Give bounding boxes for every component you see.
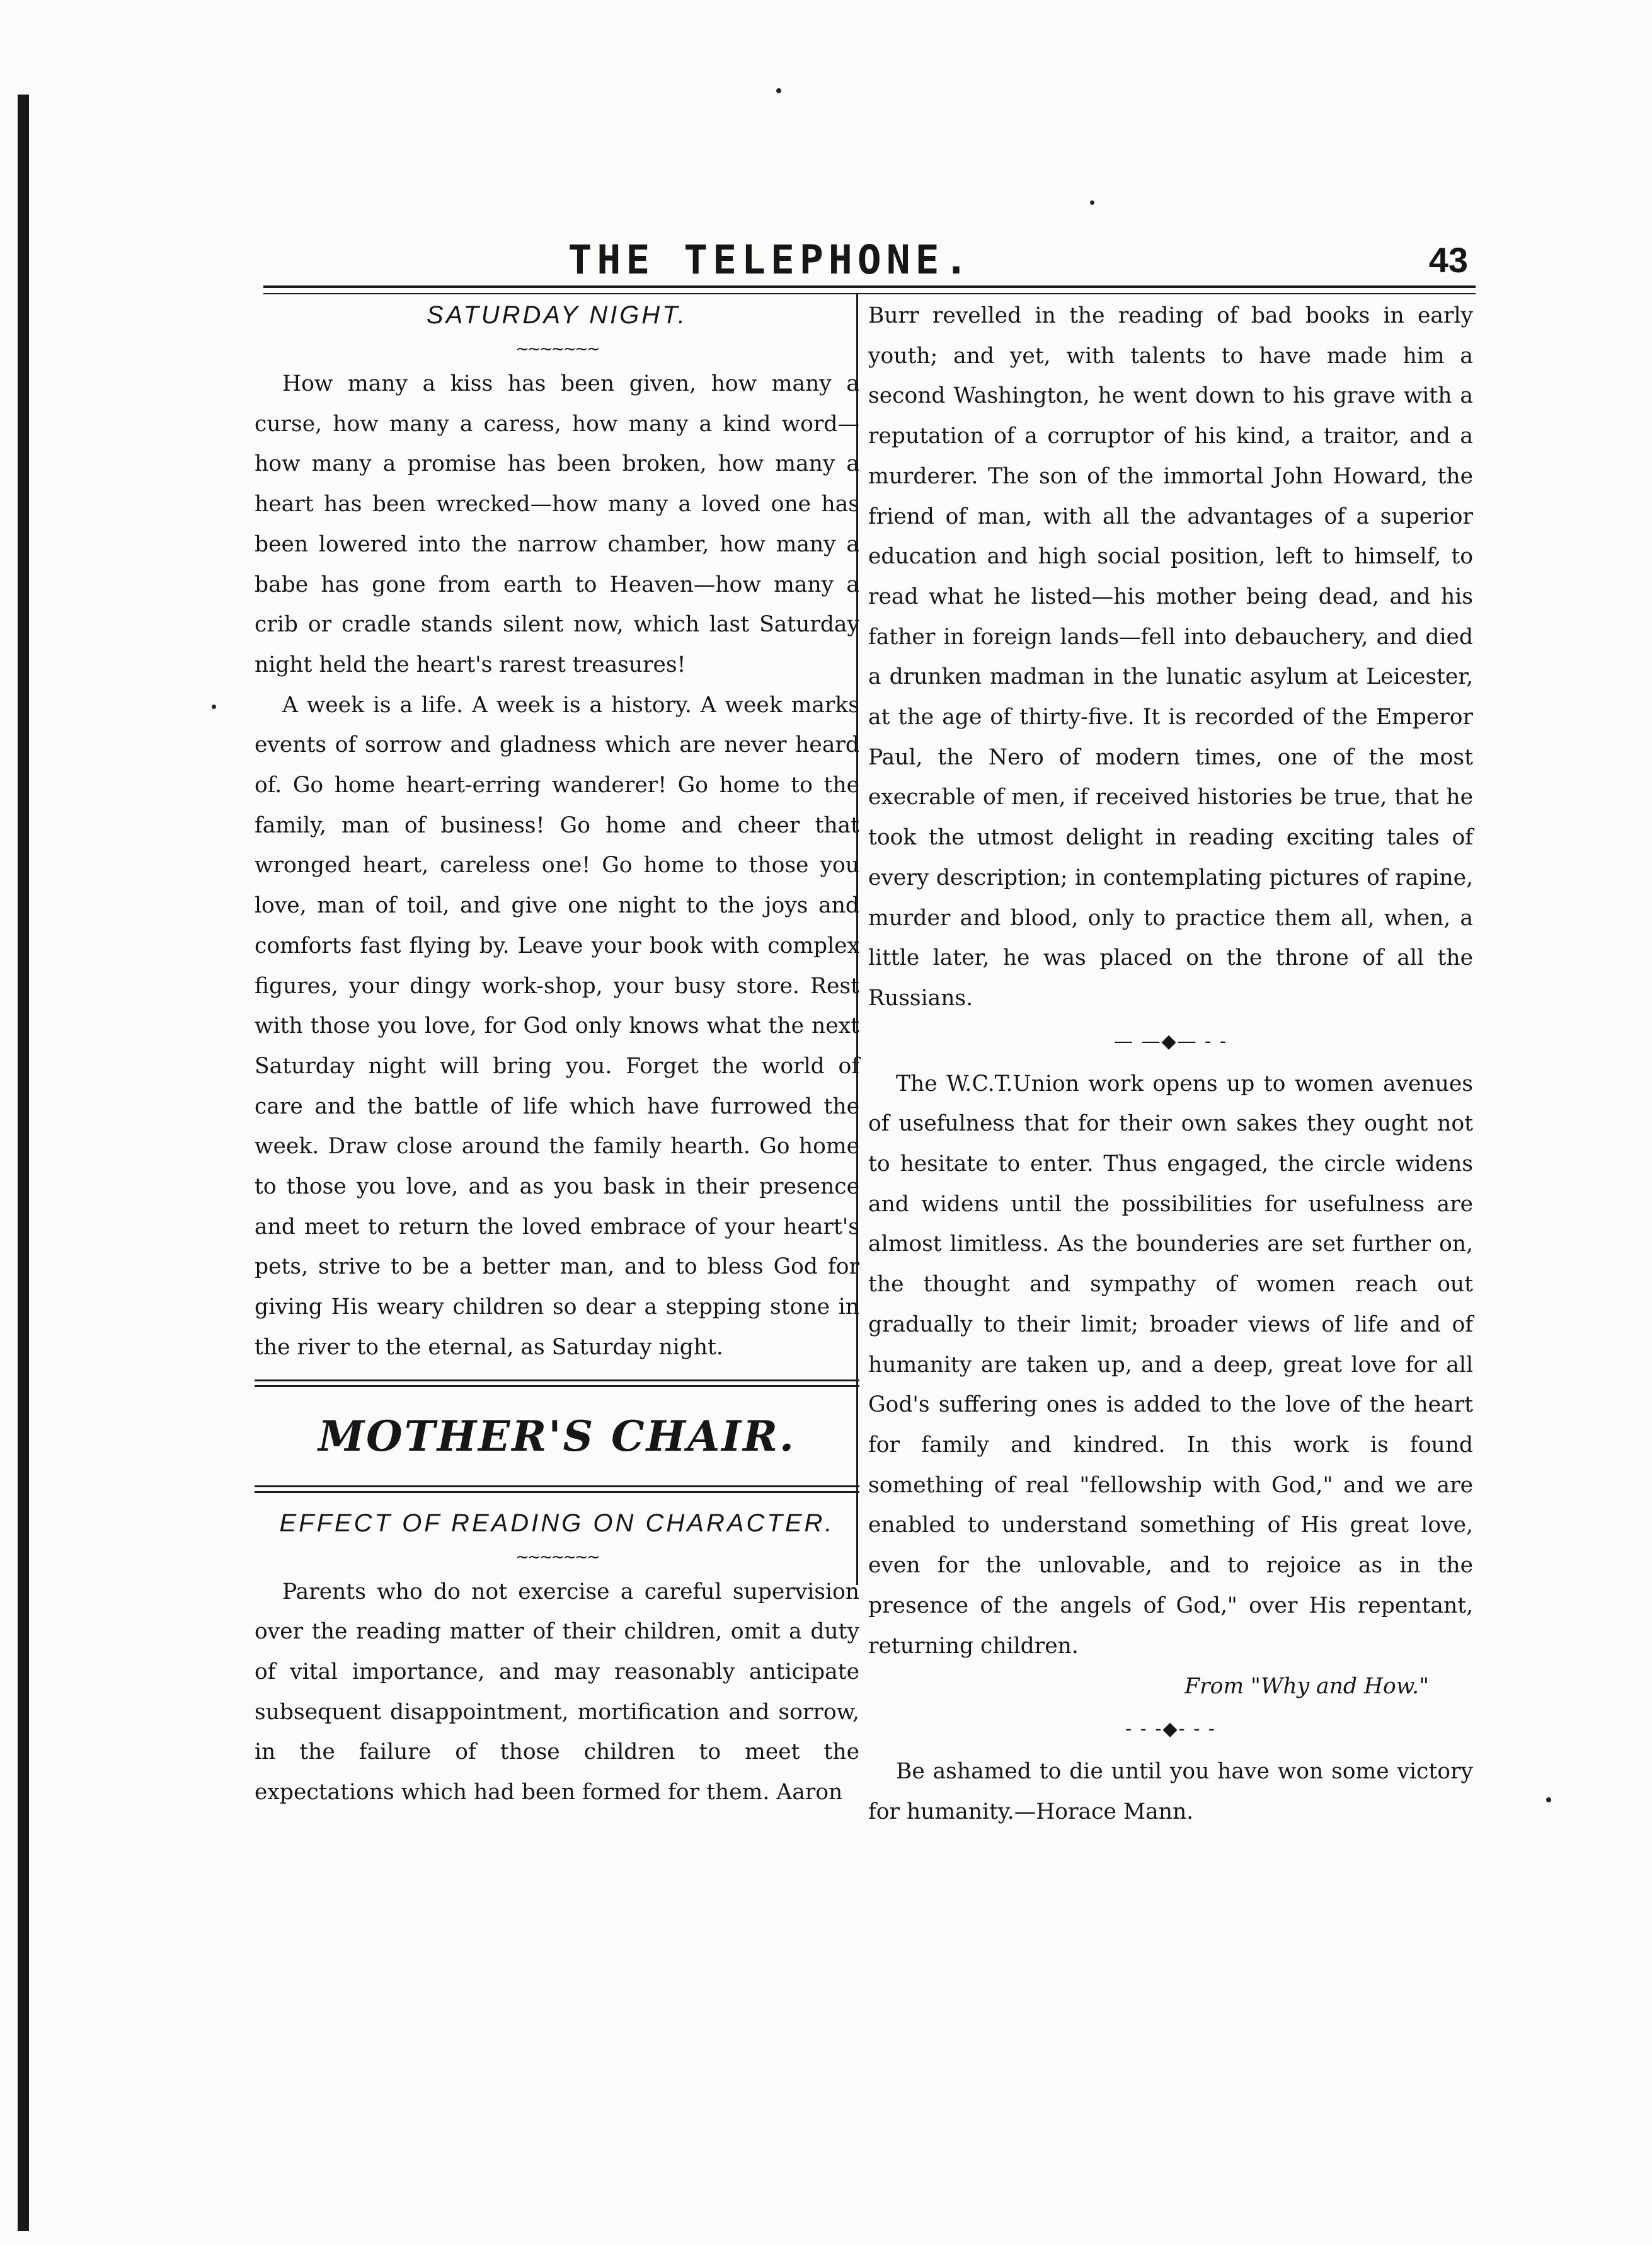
left-column [255,296,859,1813]
section-rule [255,1485,859,1493]
separator-flourish: — —◆— - - [1114,1030,1227,1052]
article-title-effect-of-reading: EFFECT OF READING ON CHARACTER. [279,1509,835,1537]
article-continuation: Burr revelled in the reading of bad books in early youth; and yet, with talents to have made him a second Washington, he went down to his grave with a reputation of a corruptor of his kind, a traitor, and a murderer. The son of the immortal John Howard, the friend of man, with all the advantages of a superior education and high social position, left to himself, to read what he listed—his mother being dead, and his father in foreign lands—fell into debauchery, and died a drunken madman in the lunatic asylum at Leicester, at the age of thirty-five. It is recorded of the Emperor Paul, the Nero of modern times, one of the most execrable of men, if received histories be true, that he took the utmost delight in reading exciting tales of every description; in contemplating pictures of rapine, murder and blood, only to practice them all, when, a little later, he was placed on the throne of all the Russians. [868,303,1473,1011]
attribution: From "Why and How." [1185,1674,1429,1700]
section-heading-mothers-chair: MOTHER'S CHAIR. [318,1411,796,1461]
ink-speck [1090,200,1094,205]
article-title-saturday-night: SATURDAY NIGHT. [426,301,688,329]
header-rule [263,285,1476,294]
masthead-title: THE TELEPHONE. [568,237,973,283]
article-paragraph: Parents who do not exercise a careful supervision over the reading matter of their children, omit a duty of vital importance, and may reasonably anticipate subsequent disappointment, mortification and sorrow, in the failure of those children to meet the expectations which had been formed for them. Aaron [255,1579,859,1805]
page-binding-edge [18,95,29,2231]
page-header [263,238,1476,282]
horace-mann-quote: Be ashamed to die until you have won some victory for humanity.—Horace Mann. [868,1759,1473,1824]
section-rule [255,1379,859,1387]
ink-speck [1546,1797,1551,1802]
wctu-paragraph: The W.C.T.Union work opens up to women avenues of usefulness that for their own sakes they ought not to hesitate to enter. Thus engaged, the circle widens and widens until the possibilities for usefulness are almost limitless. As the bounderies are set further on, the thought and sympathy of women reach out gradually to their limit; broader views of life and of humanity are taken up, and a deep, great love for all God's suffering ones is added to the love of the heart for family and kindred. In this work is found something of real "fellowship with God," and we are enabled to understand something of His great love, even for the unlovable, and to rejoice as in the presence of the angels of God," over His repentant, returning children. [868,1071,1473,1659]
article-paragraph: A week is a life. A week is a history. A week marks events of sorrow and gladness which are never heard of. Go home heart-erring wanderer! Go home to the family, man of business! Go home and cheer that wronged heart, careless one! Go home to those you love, man of toil, and give one night to the joys and comforts fast flying by. Leave your book with complex figures, your dingy work-shop, your busy store. Rest with those you love, for God only knows what the next Saturday night will bring you. Forget the world of care and the battle of life which have furrowed the week. Draw close around the family hearth. Go home to those you love, and as you bask in their presence and meet to return the loved embrace of your heart's pets, strive to be a better man, and to bless God for giving His weary children so dear a stepping stone in the river to the eternal, as Saturday night. [255,692,859,1360]
ink-speck [212,705,216,709]
title-squiggle: ~~~~~~~ [515,340,599,359]
page-number: 43 [1428,240,1468,280]
ink-speck [776,88,781,93]
title-squiggle: ~~~~~~~ [515,1547,599,1567]
right-column [868,296,1473,1833]
separator-flourish: - - -◆- - - [1125,1718,1217,1741]
article-paragraph: How many a kiss has been given, how many a curse, how many a caress, how many a kind word—how many a promise has been broken, how many a heart has been wrecked—how many a loved one has been lowered into the narrow chamber, how many a babe has gone from earth to Heaven—how many a crib or cradle stands silent now, which last Saturday night held the heart's rarest treasures! [255,371,859,677]
